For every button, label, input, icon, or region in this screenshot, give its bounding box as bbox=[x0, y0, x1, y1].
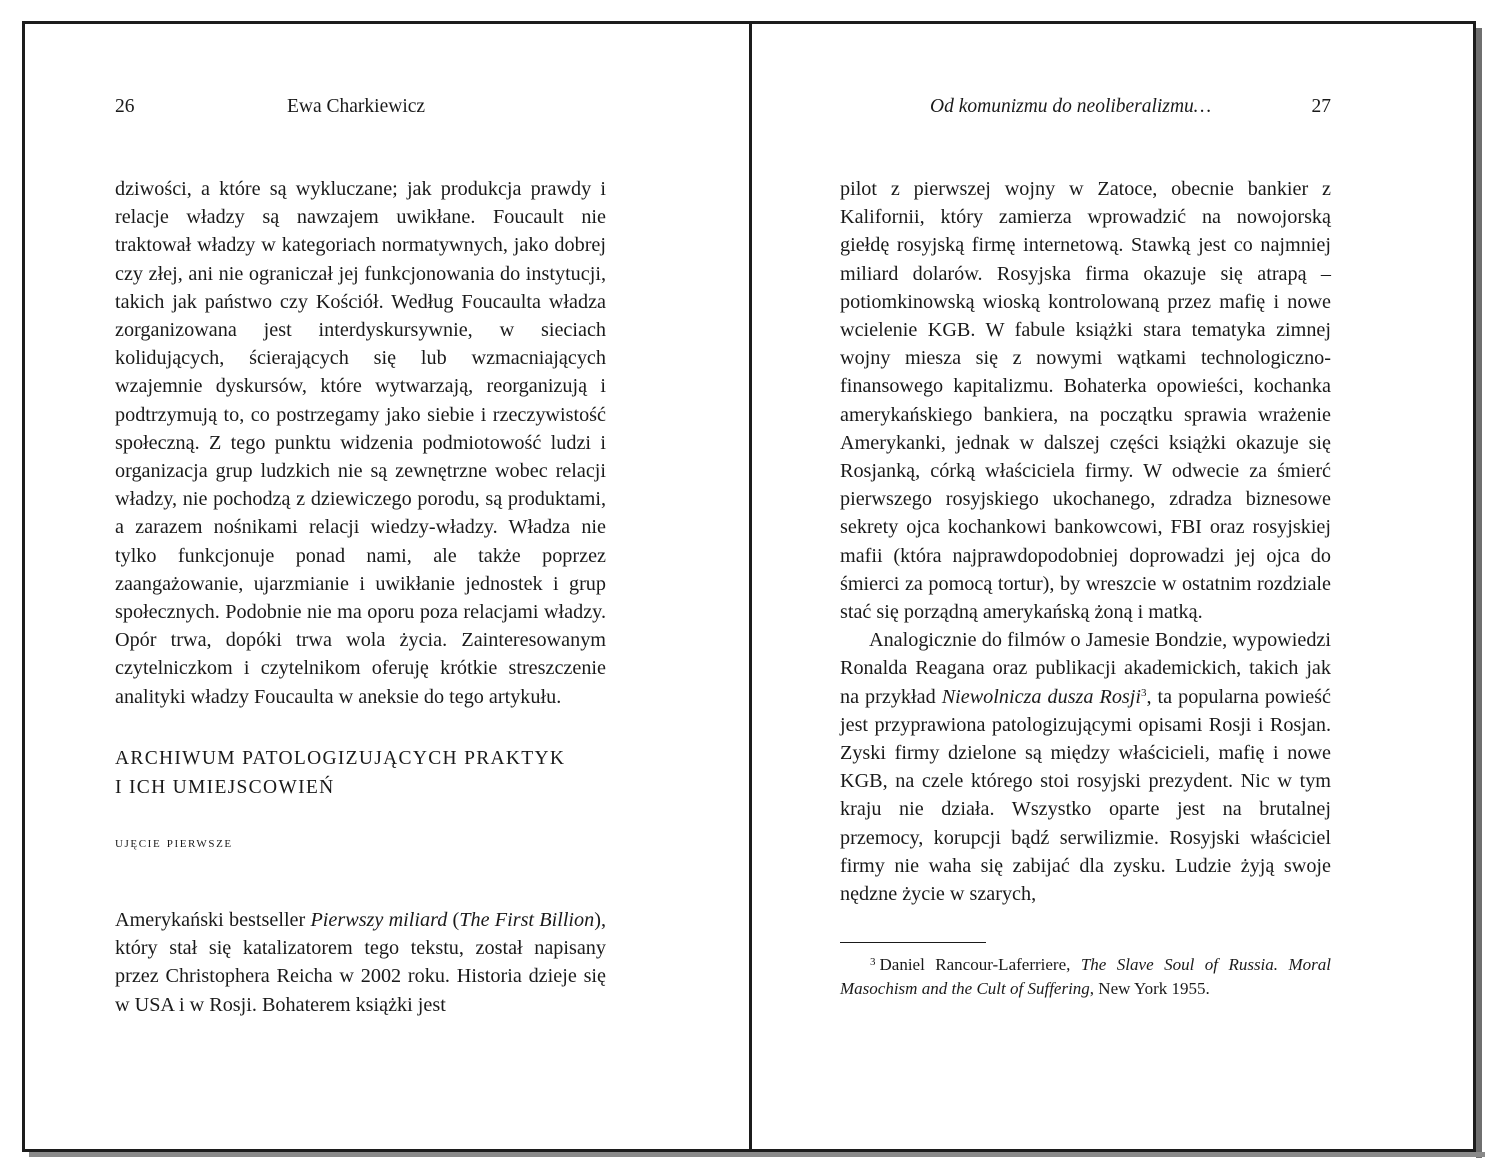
footnote-rule bbox=[840, 942, 986, 943]
body-paragraph: dziwości, a które są wykluczane; jak produkcja prawdy i relacje władzy są nawzajem uwikłane. Foucault nie traktował władzy w kategoriach normatywnych, jako dobrej czy złej, ani nie ograniczał jej funkcjonowania do instytucji, takich jak państwo czy Kościół. Według Foucaulta władza zorganizowana jest interdyskursywnie, w sieciach kolidujących, ścierających się lub wzmacniających wzajemnie dyskursów, które wytwarzają, reorganizują i podtrzymują to, co postrzegamy jako siebie i rzeczywistość społeczną. Z tego punktu widzenia podmiotowość ludzi i organizacja grup ludzkich nie są zewnętrzne wobec relacji władzy, nie pochodzą z dziewiczego porodu, są produktami, a zarazem nośnikami relacji wiedzy-władzy. Władza nie tylko funkcjonuje ponad nami, ale także poprzez zaangażowanie, ujarzmianie i uwikłanie jednostek i grup społecznych. Podobnie nie ma oporu poza relacjami władzy. Opór trwa, dopóki trwa wola życia. Zainteresowanym czytelniczkom i czytelnikom oferuję krótkie streszczenie analityki władzy Foucaulta w aneksie do tego artykułu. bbox=[115, 178, 606, 708]
sub-heading: ujęcie pierwsze bbox=[115, 834, 233, 851]
page-bottom-shadow bbox=[29, 1152, 1485, 1157]
left-body-text-2 bbox=[115, 906, 606, 1019]
body-paragraph: Amerykański bestseller Pierwszy miliard (The First Billion), który stał się katalizatorem tego tekstu, został napisany przez Christophera Reicha w 2002 roku. Historia dzieje się w USA i w Rosji. Bohaterem książki jest bbox=[115, 909, 607, 1016]
page-number: 26 bbox=[115, 96, 135, 117]
gutter-line bbox=[749, 24, 752, 1149]
footnote-reference[interactable]: 3 bbox=[1141, 686, 1147, 699]
book-title: Pierwszy miliard bbox=[310, 909, 448, 931]
left-running-head bbox=[115, 96, 606, 120]
right-running-head bbox=[840, 96, 1331, 120]
book-title: The First Billion bbox=[459, 909, 595, 931]
body-paragraph: pilot z pierwszej wojny w Zatoce, obecnie bankier z Kalifornii, który zamierza wprowadzić na nowojorską giełdę rosyjską firmę internetową. Stawką jest co najmniej miliard dolarów. Rosyjska firma okazuje się atrapą – potiomkinowską wioską kontrolowaną przez mafię i nowe wcielenie KGB. W fabule książki stara tematyka zimnej wojny miesza się z nowymi wątkami technologiczno-finansowego kapitalizmu. Bohaterka opowieści, kochanka amerykańskiego bankiera, na początku sprawia wrażenie Amerykanki, jednak w dalszej części książki okazuje się Rosjanką, córką właściciela firmy. W odwecie za śmierć pierwszego rosyjskiego ukochanego, zdradza biznesowe sekrety ojca kochankowi bankowcowi, FBI oraz rosyjskiej mafii (która najprawdopodobniej doprowadzi jej ojca do śmierci za pomocą tortur), by wreszcie w ostatnim rozdziale stać się porządną amerykańską żoną i matką. bbox=[840, 178, 1331, 624]
footnote-book-title: The Slave Soul of Russia. Moral Masochism and the Cult of Suffering bbox=[840, 955, 1331, 998]
right-body-text bbox=[840, 175, 1331, 908]
page-number: 27 bbox=[1311, 96, 1331, 117]
chapter-title: Od komunizmu do neoliberalizmu… bbox=[930, 96, 1212, 117]
left-body-text bbox=[115, 175, 606, 711]
page-edge-shadow bbox=[1476, 28, 1482, 1158]
body-paragraph: Analogicznie do filmów o Jamesie Bondzie, wypowiedzi Ronalda Reagana oraz publikacji akademickich, takich jak na przykład Niewolnicza dusza Rosji$^3$, ta popularna powieść jest przyprawiona patologizującymi opisami Rosji i Rosjan. Zyski firmy dzielone są między właścicieli, mafię i nowe KGB, na czele którego stoi rosyjski prezydent. Nic w tym kraju nie działa. Wszystko oparte jest na brutalnej przemocy, korupcji bądź serwilizmie. Rosyjski właściciel firmy nie waha się zabijać dla zysku. Ludzie żyją swoje nędzne życie w szarych, bbox=[840, 629, 1331, 906]
section-heading: ARCHIWUM PATOLOGIZUJĄCYCH PRAKTYK I ICH UMIEJSCOWIEŃ bbox=[115, 748, 566, 798]
author-name: Ewa Charkiewicz bbox=[287, 96, 426, 117]
footnote: $^3$ Daniel Rancour-Laferriere, The Slave Soul of Russia. Moral Masochism and the Cult of Suffering, New York 1955. bbox=[840, 955, 1331, 998]
footnote-number: 3 bbox=[870, 956, 876, 968]
book-title: Niewolnicza dusza Rosji bbox=[941, 685, 1141, 708]
